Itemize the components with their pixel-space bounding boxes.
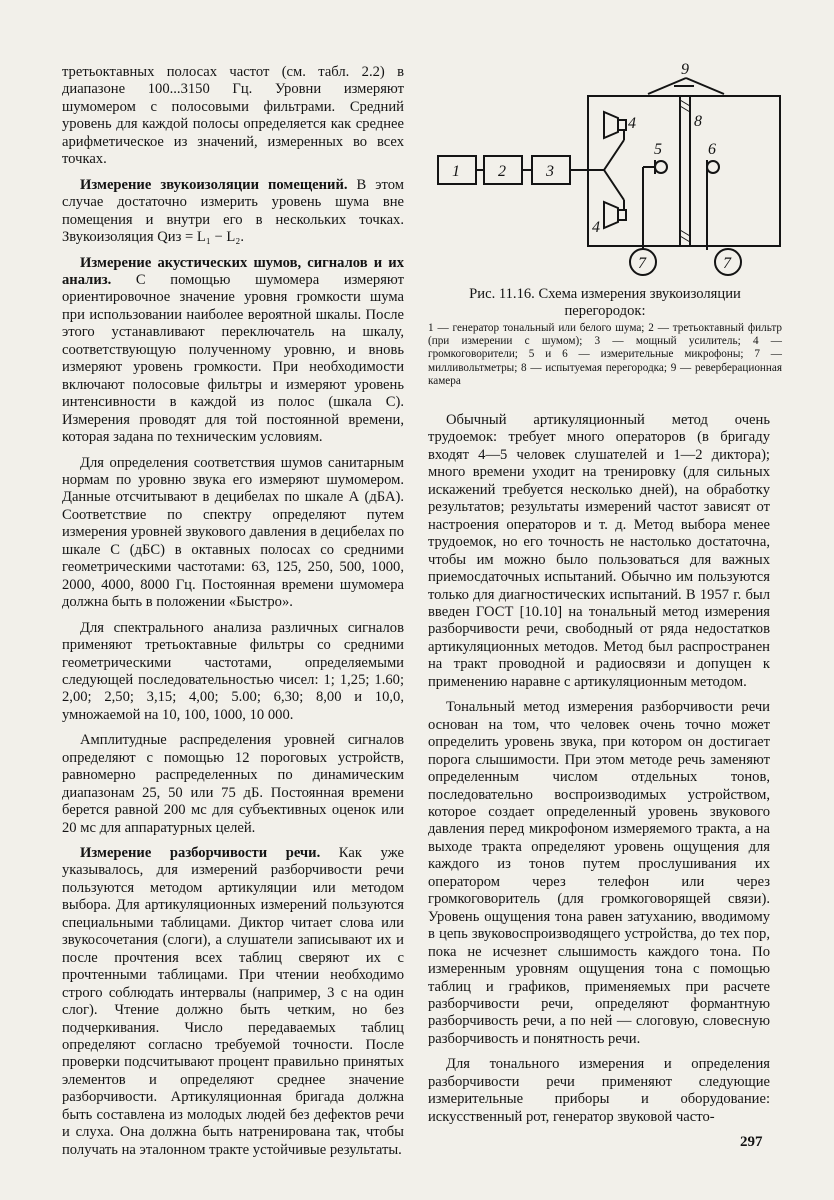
figure-label: 1 (452, 163, 460, 180)
paragraph (62, 255, 404, 447)
paragraph: третьоктавных полосах частот (см. табл. 2.2) в диапазоне 100...3150 Гц. Уровни измеряют шумомером с полосовыми фильтрами. Средний уровень для каждой полосы определяется как среднее арифметическое из значений, измеренных во всех точках. (62, 64, 404, 168)
paragraph: Обычный артикуляционный метод очень трудоемок: требует много операторов (в бригаду входят 4—5 человек слушателей и 1—2 диктора); много времени уходит на тренировку (для сильных искажений требуется несколько дней), на обработку результатов; результаты измерений частот зависят от настроения операторов и т. д. Метод выбора менее трудоемок, но его точность не настолько достаточна, чтобы им можно было пользоваться для важных приемосдаточных испытаний. Обычно им пользуются только для диагностических испытаний. В 1957 г. был введен ГОСТ [10.10] на тональный метод измерения разборчивости речи, свободный от ряда недостатков артикуляционных методов. Метод был распространен на тракт проводной и радиосвязи и допущен к применению наравне с артикуляционным методом. (428, 412, 770, 690)
figure-label: 6 (708, 141, 716, 158)
loudspeaker-icon (604, 202, 626, 228)
loudspeaker-icon (604, 112, 626, 138)
paragraph: Для спектрального анализа различных сигналов применяют третьоктавные фильтры со средними геометрическими частотами, определяемыми следующей последовательностью чисел: 1; 1,25; 1.60; 2,00; 2,50; 3,15; 4,00; 5.00; 6,30; 8,00 и 10,0, умножаемой на 10, 100, 1000, 10 000. (62, 619, 404, 723)
figure-legend: 1 — генератор тональный или белого шума; 2 — третьоктавный фильтр (при измерении с шумом); 3 — мощный усилитель; 4 — громкоговорители; 5 и 6 — измерительные микрофоны; 7 — милливольтметры; 8 — испытуемая перегородка; 9 — реверберационная камера (428, 322, 782, 387)
figure-label: 4 (592, 219, 600, 236)
hatch (680, 100, 690, 106)
figure-label: 2 (498, 163, 506, 180)
paragraph (62, 177, 404, 247)
section-heading: Измерение разборчивости речи. (80, 845, 321, 862)
paragraph (62, 845, 404, 1159)
connector (604, 140, 624, 170)
paragraph: Амплитудные распределения уровней сигналов определяют с помощью 12 пороговых устройств, равномерно распределенных по динамическим диапазонам 25, 50 или 75 дБ. Постоянная времени берется равной 200 мс для субъективных оценок или 20 мс для аппаратурных целей. (62, 732, 404, 836)
paragraph: Для тонального измерения и определения разборчивости речи применяют следующие измерительные приборы и оборудование: искусственный рот, генератор звуковой часто- (428, 1056, 770, 1125)
figure-label: 8 (694, 113, 702, 130)
figure-label: 9 (681, 61, 689, 78)
figure-label: 5 (654, 141, 662, 158)
hatch (680, 106, 690, 112)
figure-label: 4 (628, 115, 636, 132)
figure-diagram (428, 60, 784, 280)
figure-label: 3 (546, 163, 554, 180)
figure-label: 7 (723, 255, 731, 272)
figure-caption: Рис. 11.16. Схема измерения звукоизоляции перегородок: (469, 286, 741, 319)
paragraph-text: С помощью шумомера измеряют ориентировочное значение уровня громкости шума при использовании наиболее вероятной шкалы. После этого устанавливают переключатель на шкалу, соответствующую полученному уровню, и вновь измеряют уровень громкости. При необходимости включают полосовые фильтры и измеряют уровень интенсивности в каждой из полос (шкала С). Измерения проводят для той постоянной времени, которая задана по техническим условиям. (62, 271, 404, 446)
paragraph-text: Как уже указывалось, для измерений разборчивости речи пользуются методом артикуляции или методом выбора. Для артикуляционных измерений пользуются специальными таблицами. Диктор читает слова или звукосочетания (слоги), а слушатели записывают их и после прочтения всех таблиц сверяют их с прочтенными таблицами. При чтении необходимо строго соблюдать интервалы (например, 3 с на один слог). Чтение должно быть четким, но без подчеркивания. Число передаваемых таблиц определяют согласно требуемой точности. После проверки подсчитывают процент правильно принятых элементов и определяют среднее значение разборчивости. Артикуляционная бригада должна быть составлена из молодых людей без дефектов речи и слуха. Она должна быть натренирована так, чтобы получать на эталонном тракте устойчивые результаты. (62, 845, 404, 1158)
left-column (62, 64, 404, 1167)
hatch (680, 230, 690, 236)
paragraph-text: В этом случае достаточно измерить уровень шума вне помещения и внутри его в нескольких точках. Звукоизоляция Qиз = L₁ − L₂. (62, 176, 404, 246)
figure-label: 7 (638, 255, 646, 272)
page-number: 297 (740, 1134, 763, 1150)
right-column (428, 412, 770, 1134)
connector (604, 170, 624, 200)
paragraph: Тональный метод измерения разборчивости речи основан на том, что человек очень точно может определить уровень звука, при котором он достигает порога слышимости. При этом методе речь заменяют определенным числом отдельных тонов, последовательно воспроизводимых устройством, которое создает определенный уровень звукового давления перед микрофоном измеряемого тракта, а на выходе тракта определяют уровень ощущения для каждого из тонов путем прослушивания их оператором через телефон или через громкоговоритель (для громкоговорящей связи). Уровень ощущения тона равен затуханию, вводимому в цепь звуковоспроизводящего устройства, до тех пор, пока не исчезнет слышимость каждого тона. По измеренным уровням ощущения тона с помощью таблиц и графиков, применяемых при расчете разборчивости речи, определяют формантную разборчивость речи, а по ней — слоговую, словесную разборчивость и понятность речи. (428, 699, 770, 1047)
diagram-svg (428, 60, 784, 280)
microphone-icon (655, 161, 667, 173)
paragraph: Для определения соответствия шумов санитарным нормам по уровню звука его измеряют шумомером. Данные отсчитывают в децибелах по шкале А (дБА). Соответствие по спектру определяют путем измерения уровней звукового давления в децибелах по шкале С (дБС) в октавных полосах со средними геометрическими частотами: 63, 125, 250, 500, 1000, 2000, 4000, 8000 Гц. Постоянная времени шумомера должна быть в положении «Быстро». (62, 454, 404, 611)
hatch (680, 236, 690, 242)
section-heading: Измерение звукоизоляции помещений. (80, 176, 348, 193)
section-heading: Измерение акустических шумов, сигналов и их анализ. (62, 254, 404, 288)
microphone-icon (707, 161, 719, 173)
